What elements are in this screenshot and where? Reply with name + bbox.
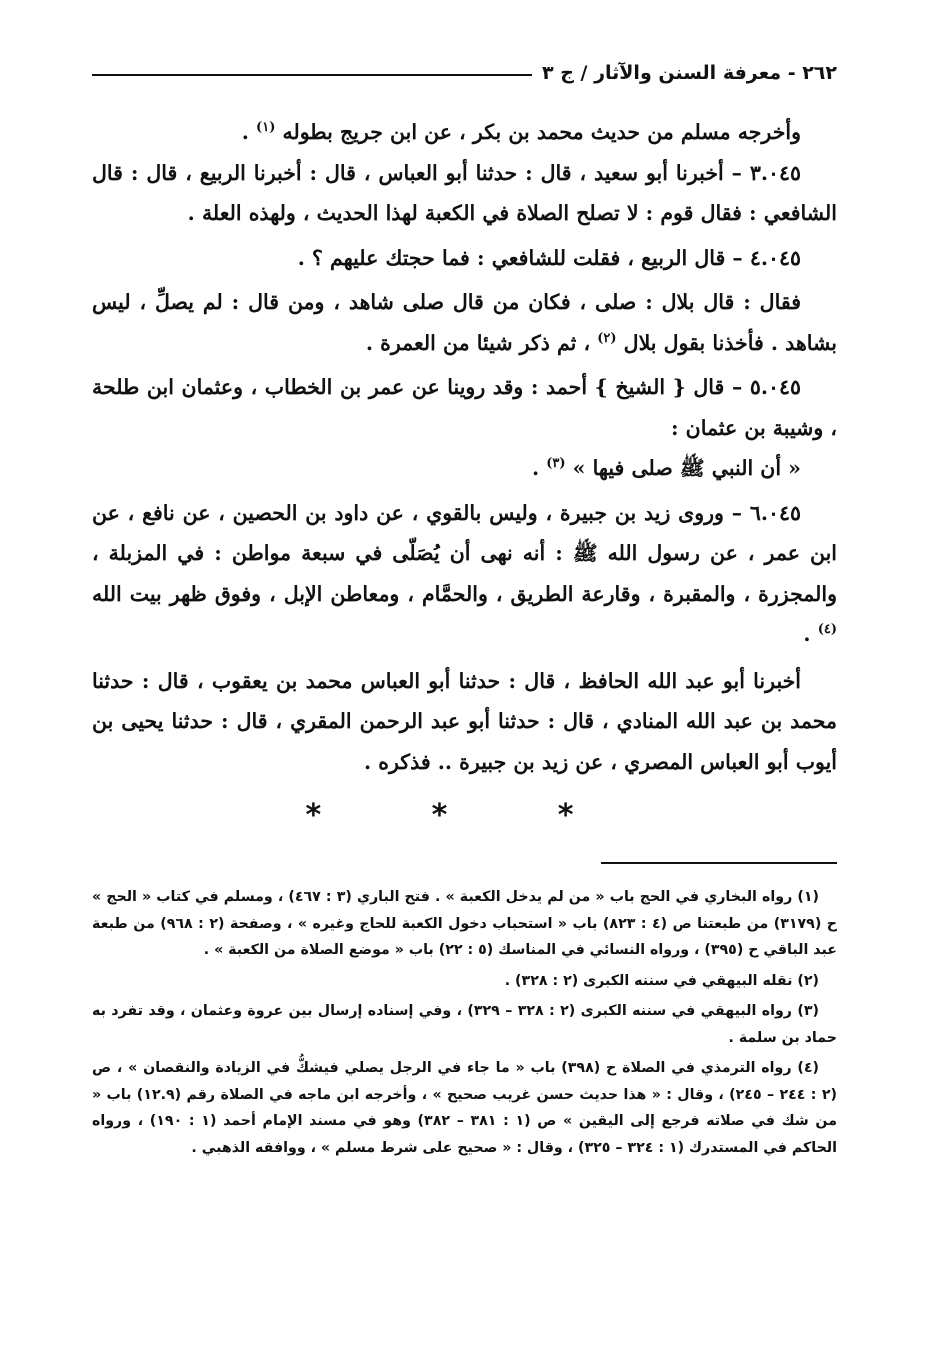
hadith-quote-text: « أن النبي ﷺ صلى فيها » xyxy=(572,456,801,480)
footnote-ref-2: (٢) xyxy=(597,330,617,346)
paragraph-1 xyxy=(92,112,837,153)
footnote-ref-1: (١) xyxy=(256,120,276,136)
footnote-3: (٣) رواه البيهقي في سننه الكبرى (٢ : ٣٢٨ – ٣٢٩) ، وفي إسناده إرسال بين عروة وعثمان ، وقد تفرد به حماد بن سلمة . xyxy=(92,1003,837,1046)
footnotes xyxy=(92,884,837,1161)
paragraph-4503: ٣.٠٤٥ – أخبرنا أبو سعيد ، قال : حدثنا أبو العباس ، قال : أخبرنا الربيع ، قال : قال الشافعي : فقال قوم : لا تصلح الصلاة في الكعبة لهذا الحديث ، ولهذه العلة . xyxy=(92,160,837,225)
paragraph-bilal-end: ، ثم ذكر شيئا من العمرة . xyxy=(365,330,598,355)
hadith-quote xyxy=(92,448,837,489)
paragraph-1-end: . xyxy=(241,120,257,144)
paragraph-4505: ٥.٠٤٥ – قال { الشيخ } أحمد : وقد روينا عن عمر بن الخطاب ، وعثمان ابن طلحة ، وشيبة بن عثمان : xyxy=(92,375,837,440)
paragraph-4506-end: . xyxy=(803,622,818,646)
footnote-2: (٢) نقله البيهقي في سننه الكبرى (٢ : ٣٢٨) . xyxy=(504,972,819,989)
paragraph-4506 xyxy=(92,493,837,655)
page-header-title: ٢٦٢ - معرفة السنن والآثار / ج ٣ xyxy=(541,62,837,84)
paragraph-bilal-text: فقال : قال بلال : صلى ، فكان من قال صلى شاهد ، ومن قال : لم يصلِّ ، ليس بشاهد . فأخذنا بقول بلال xyxy=(92,290,837,355)
footnote-ref-4: (٤) xyxy=(817,622,837,638)
footnote-4: (٤) رواه الترمذي في الصلاة ح (٣٩٨) باب « ما جاء في الرجل يصلي فيشكُّ في الزيادة والنقصان » ، ص (٢ : ٢٤٤ – ٢٤٥) ، وقال : « هذا حديث حسن غريب صحيح » ، وأخرجه ابن ماجه في الصلاة رقم (١٢.٩) باب « من شك في صلاته فرجع إلى اليقين » ص (١ : ٣٨١ – ٣٨٢) وهو في مسند الإمام أحمد (١ : ١٩٠) ، ورواه الحاكم في المستدرك (١ : ٣٢٤ – ٣٢٥) ، وقال : « صحيح على شرط مسلم » ، ووافقه الذهبي . xyxy=(92,1060,837,1156)
footnote-ref-3: (٣) xyxy=(546,456,566,472)
paragraph-4506-text: ٦.٠٤٥ – وروى زيد بن جبيرة ، وليس بالقوي ، عن داود بن الحصين ، عن نافع ، عن ابن عمر ، عن رسول الله ﷺ : أنه نهى أن يُصَلّى في سبعة مواطن : في المزبلة ، والمجزرة ، والمقبرة ، وقارعة الطريق ، والحمَّام ، ومعاطن الإبل ، وفوق ظهر بيت الله xyxy=(92,500,837,606)
main-text xyxy=(92,112,837,782)
paragraph-isnad: أخبرنا أبو عبد الله الحافظ ، قال : حدثنا أبو العباس محمد بن يعقوب ، قال : حدثنا محمد بن عبد الله المنادي ، قال : حدثنا أبو عبد الرحمن المقري ، قال : حدثنا يحيى بن أيوب أبو العباس المصري ، عن زيد بن جبيرة .. فذكره . xyxy=(92,668,837,774)
footnote-rule xyxy=(601,862,837,864)
book-page xyxy=(92,56,837,1161)
running-header xyxy=(92,56,837,90)
paragraph-1-text: وأخرجه مسلم من حديث محمد بن بكر ، عن ابن جريج بطوله xyxy=(282,120,801,144)
footnote-1: (١) رواه البخاري في الحج باب « من لم يدخل الكعبة » . فتح الباري (٣ : ٤٦٧) ، ومسلم في كتاب « الحج » ح (٣١٧٩) من طبعتنا ص (٤ : ٨٢٣) باب « استحباب دخول الكعبة للحاج وغيره » ، وصفحة (٢ : ٩٦٨) من طبعة عبد الباقي ح (٣٩٥) ، ورواه النسائي في المناسك (٥ : ٢٢) باب « موضع الصلاة من الكعبة » . xyxy=(92,889,838,958)
paragraph-4504: ٤.٠٤٥ – قال الربيع ، فقلت للشافعي : فما حجتك عليهم ؟ . xyxy=(297,245,801,270)
paragraph-bilal xyxy=(92,282,837,363)
header-rule xyxy=(92,74,532,76)
hadith-quote-end: . xyxy=(531,456,547,480)
section-separator: * * * xyxy=(305,798,624,833)
